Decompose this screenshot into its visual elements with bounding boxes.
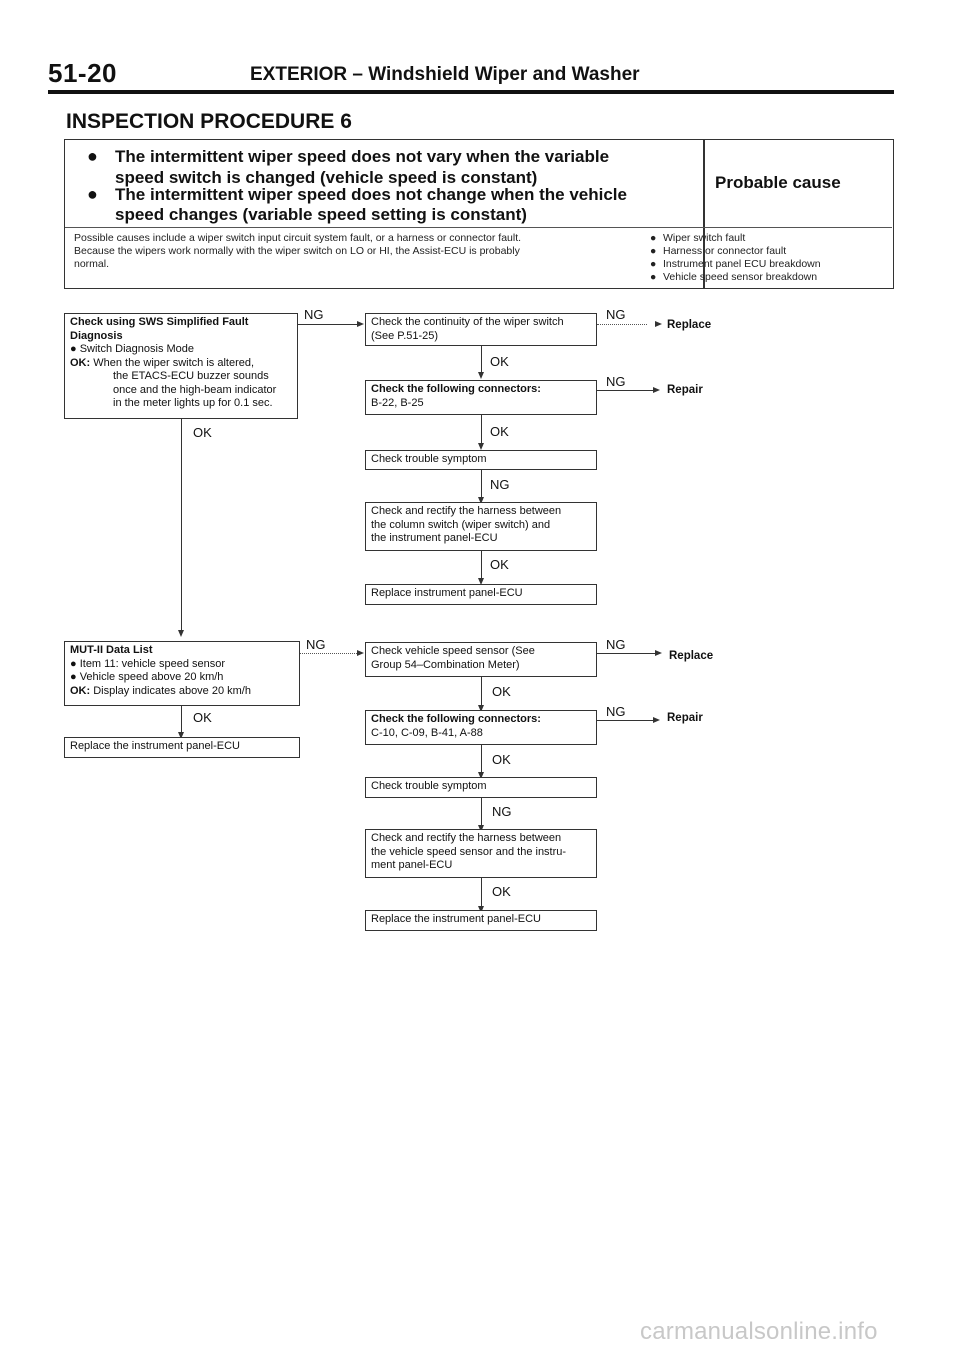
ng-label: NG — [304, 307, 324, 322]
connector-line — [597, 390, 653, 391]
connector-line — [481, 878, 482, 908]
arrow-right-icon — [655, 321, 662, 327]
result-replace: Replace — [669, 650, 714, 662]
header-rule — [48, 90, 894, 94]
cause-item: ● Instrument panel ECU breakdown — [650, 258, 821, 270]
arrow-right-icon — [357, 650, 364, 656]
watermark: carmanualsonline.info — [640, 1318, 878, 1345]
result-repair: Repair — [667, 712, 703, 724]
connector-line — [481, 677, 482, 707]
sws-diagnosis-box: Check using SWS Simplified Fault Diagnosis ● Switch Diagnosis Mode OK: When the wiper switch is altered, the ETACS-ECU buzzer sounds once and the high-beam indicator in the meter lights up for 0.1 sec. — [64, 313, 298, 419]
procedure-title: INSPECTION PROCEDURE 6 — [66, 110, 352, 133]
connector-line — [597, 653, 655, 654]
trouble-symptom-box: Check trouble symptom — [365, 450, 597, 470]
result-replace: Replace — [667, 319, 712, 331]
arrow-right-icon — [653, 387, 660, 393]
rectify-harness-box: Check and rectify the harness between the column switch (wiper switch) and the instrument panel-ECU — [365, 502, 597, 551]
ok-label: OK — [193, 710, 212, 725]
cause-item: ● Harness or connector fault — [650, 245, 787, 257]
page-title: EXTERIOR – Windshield Wiper and Washer — [250, 64, 640, 85]
ng-label: NG — [492, 804, 512, 819]
ng-label: NG — [490, 477, 510, 492]
probable-cause-heading: Probable cause — [715, 173, 841, 192]
trouble-symptom-box-2: Check trouble symptom — [365, 777, 597, 798]
connectors-check-box: Check the following connectors: B-22, B-25 — [365, 380, 597, 415]
connector-line — [597, 324, 647, 326]
replace-ecu-box-2: Replace the instrument panel-ECU — [365, 910, 597, 931]
connectors-check-box-2: Check the following connectors: C-10, C-09, B-41, A-88 — [365, 710, 597, 745]
ok-label: OK — [492, 684, 511, 699]
ok-label: OK — [193, 425, 212, 440]
arrow-down-icon — [178, 630, 184, 637]
connector-line — [181, 419, 182, 632]
connector-line — [597, 720, 653, 721]
connector-line — [181, 706, 182, 734]
bullet-icon: ● — [87, 184, 98, 204]
table-divider-horizontal — [65, 227, 892, 228]
cause-item: ● Vehicle speed sensor breakdown — [650, 271, 818, 283]
arrow-right-icon — [653, 717, 660, 723]
ok-label: OK — [492, 752, 511, 767]
ok-label: OK — [490, 557, 509, 572]
replace-ecu-left-box: Replace the instrument panel-ECU — [64, 737, 300, 758]
page-number: 51-20 — [48, 58, 117, 88]
description-line-3: normal. — [74, 258, 110, 270]
connector-line — [481, 745, 482, 774]
mut-data-list-box: MUT-II Data List ● Item 11: vehicle speed sensor ● Vehicle speed above 20 km/h OK: Display indicates above 20 km/h — [64, 641, 300, 706]
connector-line — [481, 798, 482, 827]
continuity-check-box: Check the continuity of the wiper switch (See P.51-25) — [365, 313, 597, 346]
arrow-down-icon — [478, 372, 484, 379]
ng-label: NG — [306, 637, 326, 652]
result-repair: Repair — [667, 384, 703, 396]
connector-line — [481, 551, 482, 580]
speed-sensor-check-box: Check vehicle speed sensor (See Group 54–Combination Meter) — [365, 642, 597, 677]
arrow-right-icon — [357, 321, 364, 327]
arrow-right-icon — [655, 650, 662, 656]
arrow-down-icon — [478, 443, 484, 450]
ng-label: NG — [606, 704, 626, 719]
description-line-2: Because the wipers work normally with the wiper switch on LO or HI, the Assist-ECU is probably — [74, 245, 520, 257]
connector-line — [481, 415, 482, 445]
bullet-icon: ● — [87, 146, 98, 166]
ok-label: OK — [492, 884, 511, 899]
connector-line — [481, 346, 482, 374]
cause-item: ● Wiper switch fault — [650, 232, 746, 244]
rectify-harness-box-2: Check and rectify the harness between the vehicle speed sensor and the instru- ment panel-ECU — [365, 829, 597, 878]
connector-line — [298, 324, 357, 325]
ok-label: OK — [490, 354, 509, 369]
ok-label: OK — [490, 424, 509, 439]
ng-label: NG — [606, 307, 626, 322]
replace-ecu-box: Replace instrument panel-ECU — [365, 584, 597, 605]
ng-label: NG — [606, 637, 626, 652]
summary-table: ● The intermittent wiper speed does not vary when the variable speed switch is changed (vehicle speed is constant) ● The intermittent wiper speed does not change when the vehicle speed changes (variable speed setting is constant) Probable cause Possible causes include a wiper switch input circuit system fault, or a harness or connector fault. Because the wipers work normally with the wiper switch on LO or HI, the Assist-ECU is probably normal. ● Wiper switch fault ● Harness or connector fault ● Instrument panel ECU breakdown ● Vehicle speed sensor breakdown — [64, 139, 894, 289]
description-line-1: Possible causes include a wiper switch input circuit system fault, or a harness or connector fault. — [74, 232, 522, 244]
ng-label: NG — [606, 374, 626, 389]
connector-line — [481, 470, 482, 499]
connector-line — [300, 653, 357, 655]
